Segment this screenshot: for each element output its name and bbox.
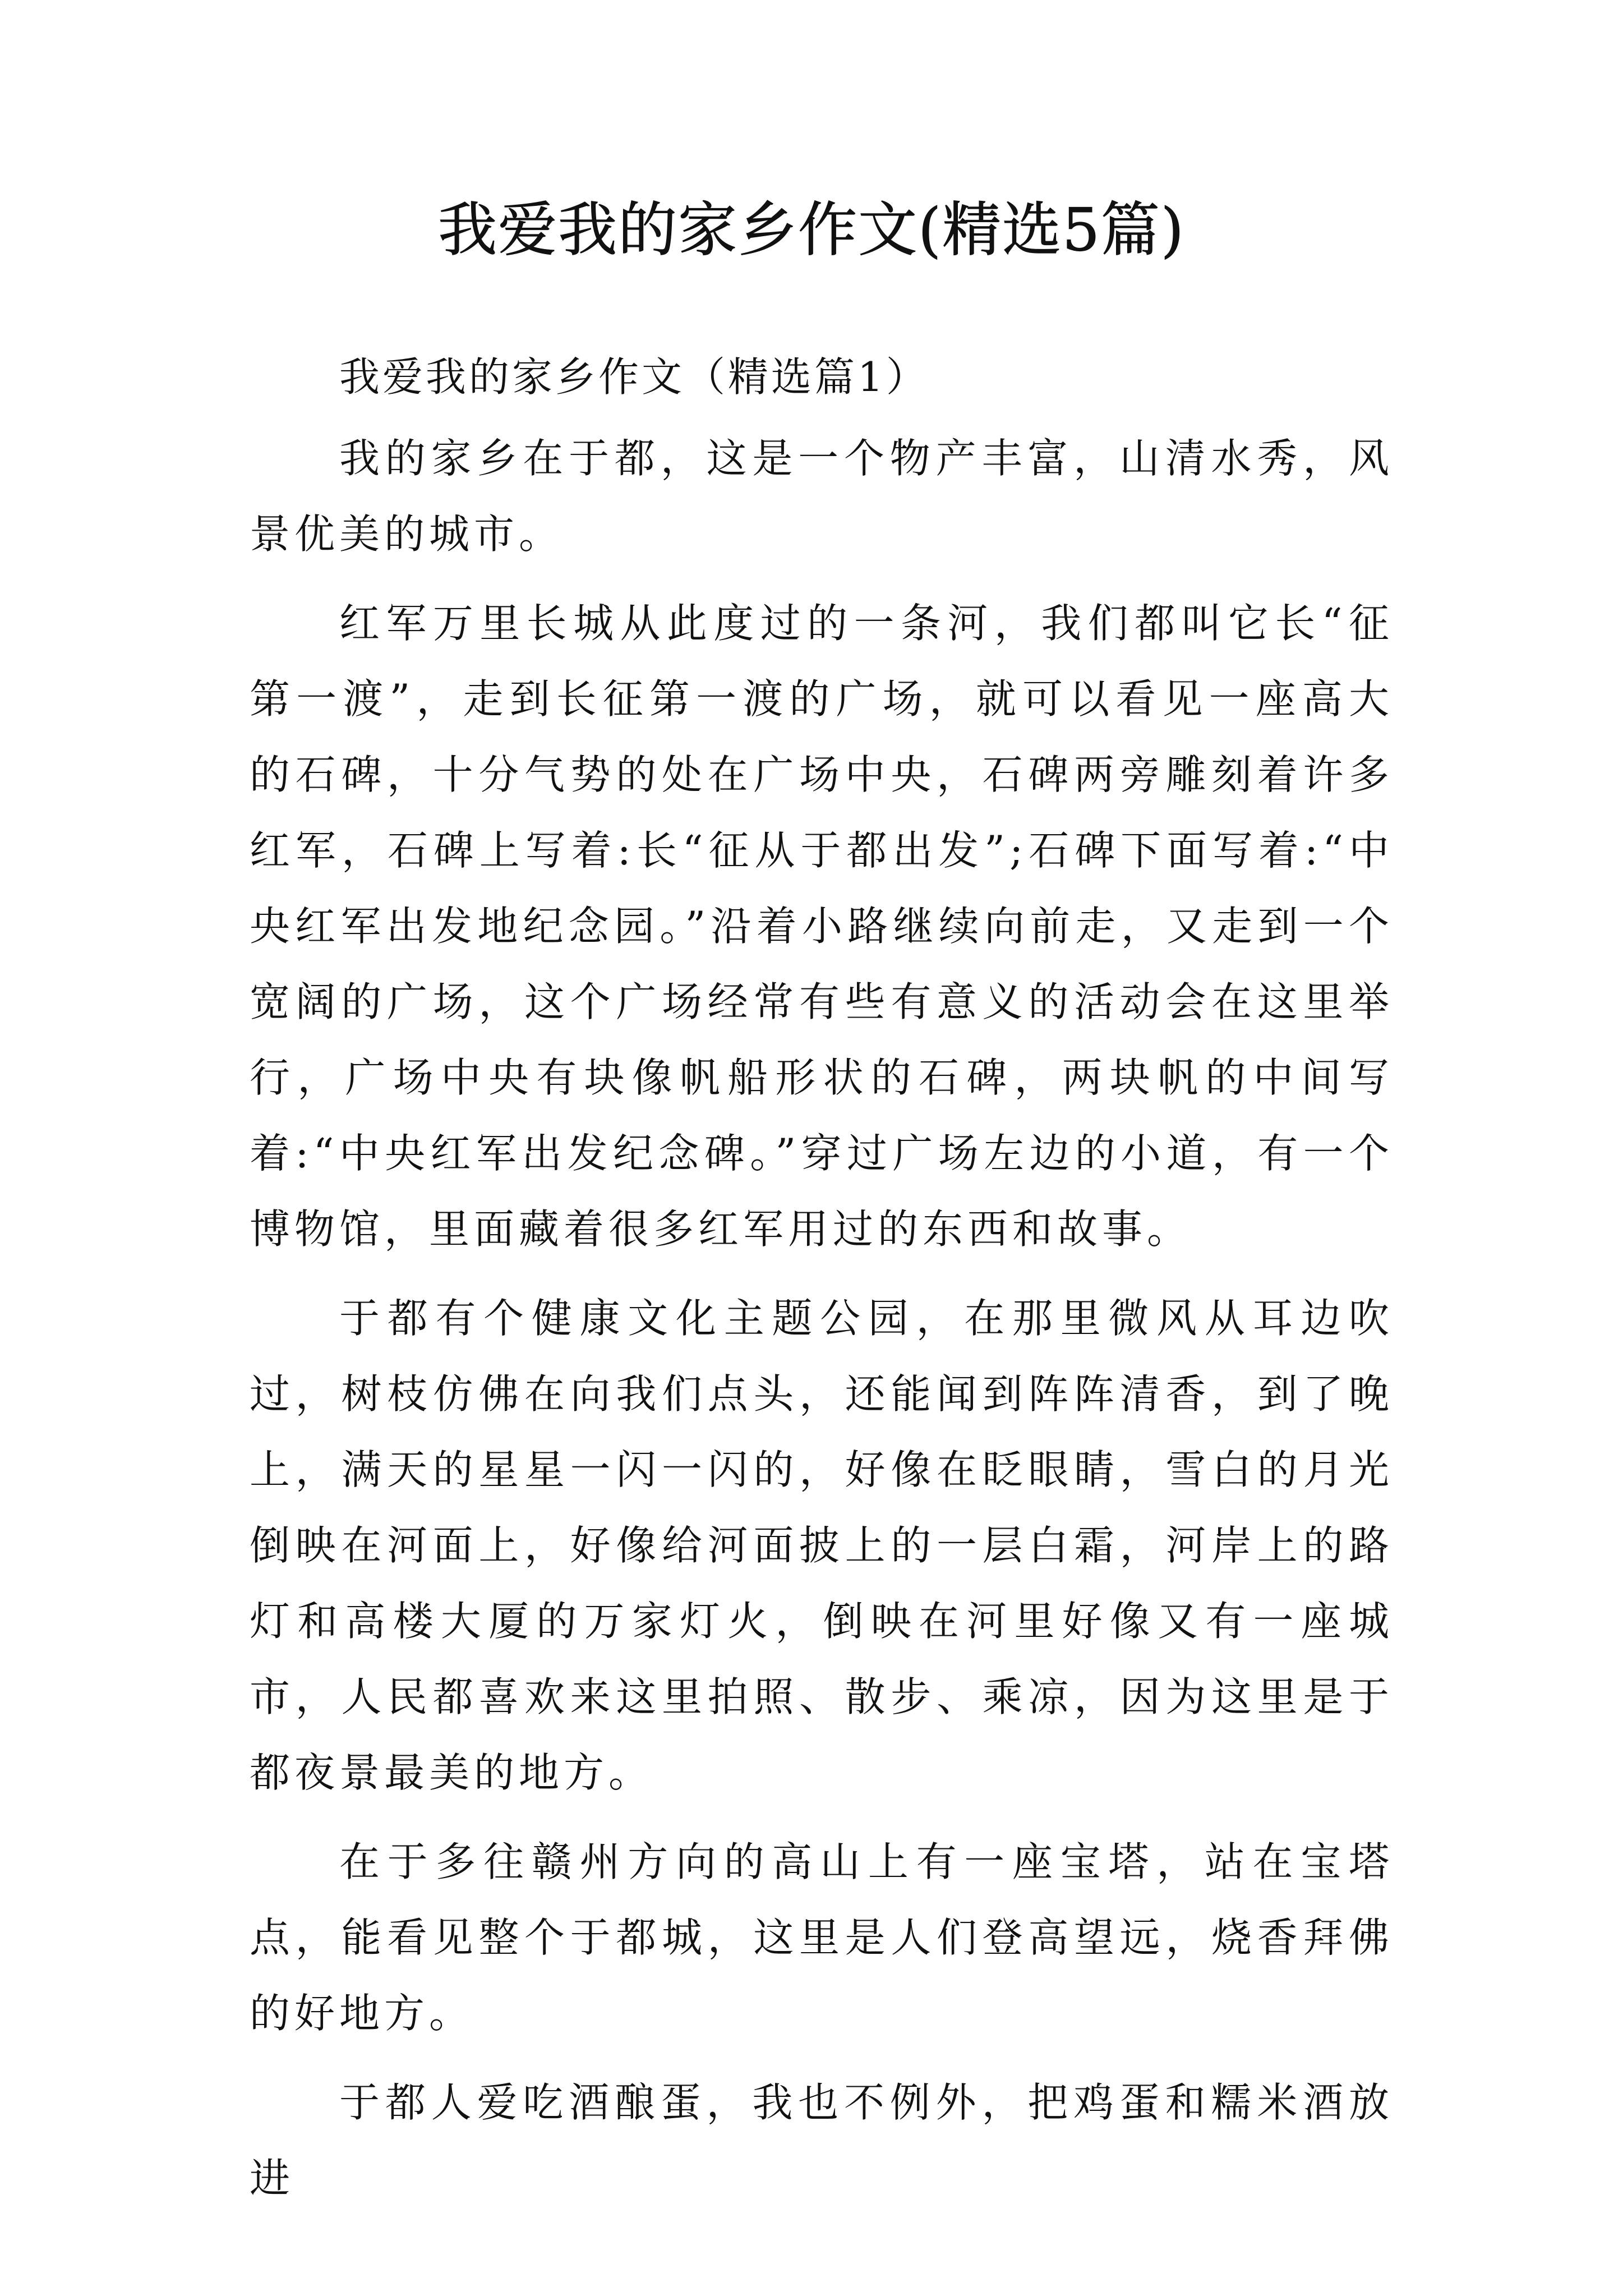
document-body xyxy=(250,339,1394,2230)
document-title: 我爱我的家乡作文(精选5篇) xyxy=(438,196,1185,264)
section-heading: 我爱我的家乡作文（精选篇1） xyxy=(339,353,929,401)
paragraph: 我的家乡在于都，这是一个物产丰富，山清水秀，风景优美的城市。 xyxy=(250,435,1394,558)
paragraph: 红军万里长城从此度过的一条河，我们都叫它长“征第一渡”，走到长征第一渡的广场，就可以看见一座高大的石碑，十分气势的处在广场中央，石碑两旁雕刻着许多红军，石碑上写着:长“征从于都出发”;石碑下面写着:“中央红军出发地纪念园。”沿着小路继续向前走，又走到一个宽阔的广场，这个广场经常有些有意义的活动会在这里举行，广场中央有块像帆船形状的石碑，两块帆的中间写着:“中央红军出发纪念碑。”穿过广场左边的小道，有一个博物馆，里面藏着很多红军用过的东西和故事。 xyxy=(250,600,1394,1253)
paragraph: 于都有个健康文化主题公园，在那里微风从耳边吹过，树枝仿佛在向我们点头，还能闻到阵阵清香，到了晚上，满天的星星一闪一闪的，好像在眨眼睛，雪白的月光倒映在河面上，好像给河面披上的一层白霜，河岸上的路灯和高楼大厦的万家灯火，倒映在河里好像又有一座城市，人民都喜欢来这里拍照、散步、乘凉，因为这里是于都夜景最美的地方。 xyxy=(250,1295,1394,1796)
paragraph: 于都人爱吃酒酿蛋，我也不例外，把鸡蛋和糯米酒放进 xyxy=(250,2079,1394,2202)
paragraph: 在于多往赣州方向的高山上有一座宝塔，站在宝塔点，能看见整个于都城，这里是人们登高望远，烧香拜佛的好地方。 xyxy=(250,1838,1394,2037)
